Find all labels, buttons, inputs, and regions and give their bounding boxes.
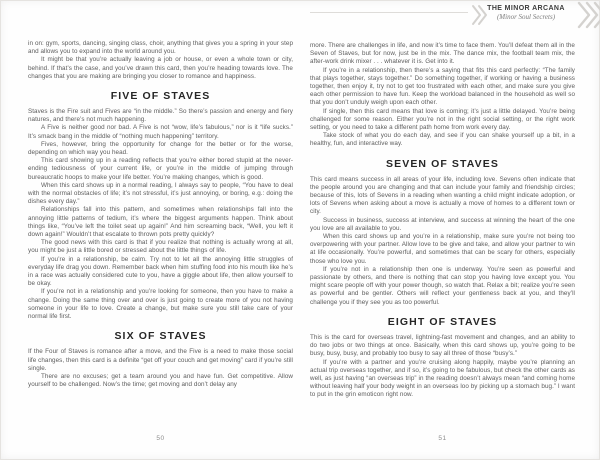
paragraph: This card showing up in a reading reflects that you’re either bored stupid at the never-ending tediousness of your current life, or you’re in the middle of jumping through bureaucratic hoops to make your life better. You’re making changes, which is good. (28, 157, 293, 181)
paragraph: If you’re in a relationship, be calm. Try not to let all the annoying little struggles of everyday life drag you down. Remember back when him stuffing food into his mouth like he’s in a race was actually considered cute to you, have a giggle about life, then allow yourself to be okay. (28, 255, 293, 288)
paragraph: A Five is neither good nor bad. A Five is not “wow, life’s fabulous,” nor is it “life sucks.” It’s smack bang in the middle of “nothing much happening” territory. (28, 124, 293, 140)
paragraph: more. There are challenges in life, and now it’s time to face them. You’ll defeat them all in the Seven of Staves, but for now, just be in the mix. The dance mix, the football team mix, the after-work drink mixer . . . whatever it is. Get into it. (310, 42, 575, 66)
section-heading: SIX OF STAVES (114, 330, 207, 343)
right-page-body (310, 0, 575, 400)
book-section-subtitle: (Minor Soul Secrets) (496, 13, 556, 21)
section-heading: SEVEN OF STAVES (386, 157, 499, 170)
paragraph: If you’re in a relationship, then there’s a saying that fits this card perfectly: “The family that plays together, stays together.” Do something together, if working or having a business together, then enjoy it, try not to get too frustrated with each other, and make sure you give each other permission to have fun. Keep the workload balanced in the household as well so that you don’t unduly weigh upon each other. (310, 66, 575, 107)
section-heading: FIVE OF STAVES (110, 90, 211, 103)
paragraph: If single, then this card means that love is coming; it’s just a little delayed. You’re being challenged for some reason. Either you’re not in the right social setting, or the right work setting, or you need to take a different path home from work every day. (310, 107, 575, 132)
paragraph: If you’re not in a relationship then one is underway. You’re seen as powerful and passionate by others, and there is nothing that can stop you having love except you. You might scare people off with your power though, so watch that. Relax a bit; realize you’re seen as powerful and be gentler. Others will reflect your gentleness back at you, and they’ll challenge you if they see you as too powerful. (310, 265, 575, 306)
book-section-title: THE MINOR ARCANA (487, 5, 565, 12)
paragraph: This card means success in all areas of your life, including love. Sevens often indicate that the people around you are changing and that can include your family and friendship circles; because of this, lots of Sevens in a reading when wanting a child might indicate adoption, or lots of Sevens when asking about a move is actually a move of homes to a different town or city. (310, 175, 575, 216)
paragraph: It might be that you’re actually leaving a job or house, or even a whole town or city, behind. If that’s the case, and you’ve drawn this card, then you’re heading towards love. The changes that you are making are bringing you closer to romance and happiness. (28, 56, 293, 80)
paragraph: The good news with this card is that if you realize that nothing is actually wrong at all, you might be just a little bored or stressed about the little things of life. (28, 239, 293, 255)
paragraph: If you’re not in a relationship and you’re looking for someone, then you have to make a change. Doing the same thing over and over is just going to create more of you not having someone in your life to love. Create a change, but make sure you still take care of your normal life first. (28, 288, 293, 321)
chevron-decoration-icon (577, 1, 600, 29)
right-page (310, 0, 575, 460)
paragraph: Staves is the Fire suit and Fives are “in the middle.” So there’s passion and energy and fiery natures, and there’s not much happening. (28, 108, 293, 124)
section-heading: EIGHT OF STAVES (387, 315, 498, 328)
paragraph: There are no excuses; get a team around you and have fun. Get competitive. Allow yourself to be challenged. Now’s the time; get moving and don’t delay any (28, 372, 293, 389)
paragraph: Relationships fall into this pattern, and sometimes when relationships fall into the annoying little patterns of tedium, it’s where the biggest arguments happen. Think about things like, “You’ve left the toilet seat up again!” And him screaming back, “Well, you left it down again!” Wouldn’t that escalate to thrown pots pretty quickly? (28, 206, 293, 239)
paragraph: When this card shows up in a normal reading, I always say to people, “You have to deal with the normal obstacles of life; it’s not stressful, it’s just annoying, or boring, e.g.: doing the dishes every day.” (28, 181, 293, 206)
paragraph: Success in business, success at interview, and success at winning the heart of the one you love are all available to you. (310, 216, 575, 232)
left-page (28, 0, 293, 460)
paragraph: If the Four of Staves is romance after a move, and the Five is a need to make those social life changes, then this card is a definite “get off your couch and get moving” card if you’re still single. (28, 348, 293, 372)
paragraph: This is the card for overseas travel, lightning-fast movement and changes, and an ability to do two jobs or two things at once. Basically, when this card shows up, you’re going to be busy, busy, busy, and probably too busy to say all three of those “busy’s.” (310, 333, 575, 358)
paragraph: Fives, however, bring the opportunity for change for the better or for the worse, depending on which way you head. (28, 140, 293, 157)
page-number: 50 (156, 435, 165, 442)
paragraph: in on: gym, sports, dancing, singing class, choir, anything that gives you a spring in your step and allows you to expand into the world around you. (28, 40, 293, 56)
left-page-body (28, 0, 293, 389)
paragraph: If you’re with a partner and you’re cruising along happily, maybe you’re planning an actual trip overseas together, and if so, it’s going to be fabulous, but check the other cards as well, as just having “an overseas trip” in the reading doesn’t always mean “and coming home without leaving half your body weight in an overseas loo by picking up a stomach bug.” I want to put in the grin emoticon right now. (310, 358, 575, 399)
page-number: 51 (438, 435, 447, 442)
paragraph: When this card shows up and you’re in a relationship, make sure you’re not being too overpowering with your partner. Allow love to be give and take, and allow your partner to win at life occasionally. You’re powerful, and sometimes that can be scary for others, especially those who love you. (310, 233, 575, 265)
paragraph: Take stock of what you do each day, and see if you can shake yourself up a bit, in a healthy, fun, and interactive way. (310, 132, 575, 148)
